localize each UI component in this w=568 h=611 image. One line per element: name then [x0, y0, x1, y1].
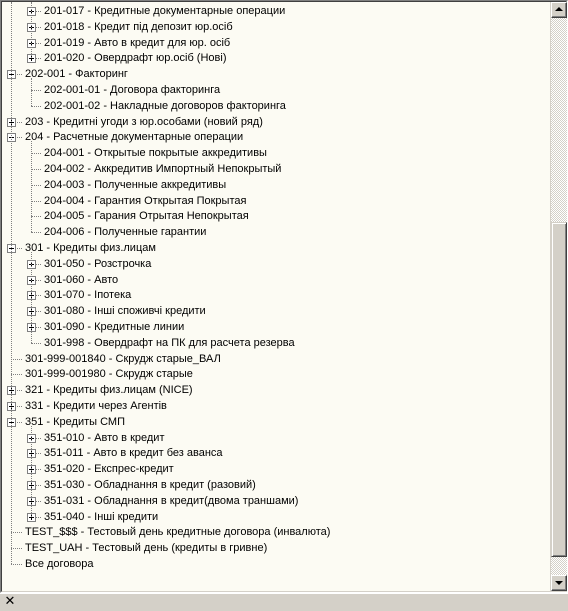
- tree-child-node[interactable]: [2, 193, 550, 209]
- tree-branch-line: [31, 2, 32, 58]
- tree-child-node[interactable]: [2, 161, 550, 177]
- tree-node-label: 204-006 - Полученные гарантии: [44, 226, 207, 239]
- tree-view[interactable]: [2, 2, 550, 591]
- tree-connector: [31, 185, 41, 186]
- tree-node-label: 204-001 - Открытые покрытые аккредитивы: [44, 147, 267, 160]
- scroll-thumb[interactable]: [551, 222, 567, 557]
- tree-child-node[interactable]: [2, 98, 550, 114]
- tree-node-label: 301-080 - Інші споживчі кредити: [44, 305, 206, 318]
- tree-child-node[interactable]: [2, 303, 550, 319]
- tree-node-label: 351-030 - Обладнання в кредит (разовий): [44, 479, 256, 491]
- tree-child-node[interactable]: [2, 461, 550, 477]
- tree-node[interactable]: [2, 366, 550, 382]
- tree-node-label: 301-070 - Іпотека: [44, 289, 132, 302]
- tree-node[interactable]: [2, 114, 550, 130]
- tree-spine: [11, 2, 12, 564]
- tree-connector: [11, 548, 22, 549]
- tree-node[interactable]: [2, 556, 550, 572]
- tree-child-node[interactable]: [2, 145, 550, 161]
- tree-connector: [31, 90, 41, 91]
- tree-child-node[interactable]: [2, 319, 550, 335]
- tree-connector: [11, 359, 22, 360]
- tree-panel-inner: [1, 1, 567, 592]
- tree-node-label: 301-999-001980 - Скрудж старые: [25, 368, 193, 381]
- tree-child-node[interactable]: [2, 509, 550, 525]
- tree-connector: [31, 106, 41, 107]
- tree-child-node[interactable]: [2, 19, 550, 35]
- tree-branch-line: [31, 78, 32, 106]
- tree-connector: [11, 532, 22, 533]
- tree-connector: [31, 216, 41, 217]
- tree-node-label: 351 - Кредиты СМП: [25, 415, 125, 428]
- tree-branch-line: [31, 426, 32, 517]
- tree-child-node[interactable]: [2, 82, 550, 98]
- tree-branch-line: [31, 141, 32, 232]
- tree-child-node[interactable]: [2, 3, 550, 19]
- tree-node-label: 201-017 - Кредитные документарные операции: [44, 5, 286, 17]
- tree-child-node[interactable]: [2, 256, 550, 272]
- tree-connector: [11, 374, 22, 375]
- tree-child-node[interactable]: [2, 272, 550, 288]
- tree-child-node[interactable]: [2, 445, 550, 461]
- tree-node-label: 204-005 - Гарания Отрытая Непокрытая: [44, 210, 249, 223]
- tree-connector: [31, 201, 41, 202]
- tree-node-label: 301-050 - Розстрочка: [44, 257, 152, 270]
- tree-node[interactable]: [2, 540, 550, 556]
- tree-child-node[interactable]: [2, 50, 550, 66]
- tree-node[interactable]: [2, 351, 550, 367]
- scroll-down-button[interactable]: [551, 575, 567, 591]
- tree-node-label: 202-001-01 - Договора факторинга: [44, 84, 221, 96]
- tree-child-node[interactable]: [2, 35, 550, 51]
- tree-child-node[interactable]: [2, 224, 550, 240]
- tree-node-label: TEST_UAH - Тестовый день (кредиты в гривне): [25, 542, 268, 555]
- tree-node-label: 301-998 - Овердрафт на ПК для расчета резерва: [44, 336, 295, 349]
- tree-node-label: 301-060 - Авто: [44, 273, 119, 286]
- tree-child-node[interactable]: [2, 477, 550, 493]
- tree-node-label: Все договора: [25, 558, 94, 570]
- tree-branch-line: [31, 252, 32, 343]
- tree-node-label: 204-004 - Гарантия Открытая Покрытая: [44, 194, 247, 207]
- tree-node-label: 351-020 - Експрес-кредит: [44, 463, 174, 476]
- tree-node-label: 301-090 - Кредитные линии: [44, 321, 185, 333]
- tree-node-label: 204 - Расчетные документарные операции: [25, 131, 244, 144]
- tree-connector: [31, 343, 41, 344]
- tree-node-label: 351-040 - Інші кредити: [44, 510, 159, 523]
- tree-node-label: 351-011 - Авто в кредит без аванса: [44, 447, 223, 460]
- arrow-down-icon: [555, 581, 563, 585]
- vertical-scrollbar[interactable]: [551, 2, 567, 591]
- tree-node-label: 201-018 - Кредит під депозит юр.осіб: [44, 20, 233, 33]
- tree-child-node[interactable]: [2, 177, 550, 193]
- tree-node-label: 204-003 - Полученные аккредитивы: [44, 178, 227, 191]
- tree-node[interactable]: [2, 382, 550, 398]
- tree-node-label: 351-010 - Авто в кредит: [44, 431, 165, 444]
- tree-connector: [31, 153, 41, 154]
- tree-node[interactable]: [2, 398, 550, 414]
- tree-node[interactable]: [2, 129, 550, 145]
- scroll-up-button[interactable]: [551, 2, 567, 18]
- tree-child-node[interactable]: [2, 208, 550, 224]
- tree-connector: [31, 169, 41, 170]
- tree-node-label: 321 - Кредиты физ.лицам (NICE): [25, 384, 193, 397]
- tree-node-label: TEST_$$$ - Тестовый день кредитные договора (инвалюта): [25, 526, 331, 539]
- tree-node[interactable]: [2, 240, 550, 256]
- arrow-up-icon: [555, 7, 563, 11]
- tree-node[interactable]: [2, 414, 550, 430]
- tree-connector: [31, 232, 41, 233]
- tree-node-label: 301 - Кредиты физ.лицам: [25, 242, 156, 254]
- tree-node-label: 201-020 - Овердрафт юр.осіб (Нові): [44, 52, 227, 65]
- tree-child-node[interactable]: [2, 335, 550, 351]
- tree-node-label: 204-002 - Аккредитив Импортный Непокрытый: [44, 163, 282, 175]
- tree-node-label: 351-031 - Обладнання в кредит(двома траншами): [44, 494, 299, 507]
- tree-child-node[interactable]: [2, 430, 550, 446]
- tree-child-node[interactable]: [2, 287, 550, 303]
- tree-node[interactable]: [2, 524, 550, 540]
- tree-child-node[interactable]: [2, 493, 550, 509]
- tree-node-label: 301-999-001840 - Скрудж старые_ВАЛ: [25, 352, 221, 365]
- tree-node-label: 331 - Кредити через Агентів: [25, 400, 167, 412]
- bottom-toolbar: [0, 593, 568, 611]
- tree-node-label: 202-001-02 - Накладные договоров факторинга: [44, 99, 286, 112]
- tree-node-label: 201-019 - Авто в кредит для юр. осіб: [44, 36, 231, 49]
- tree-connector: [11, 564, 22, 565]
- tree-node[interactable]: [2, 66, 550, 82]
- tree-node-label: 202-001 - Факторинг: [25, 68, 128, 81]
- tree-node-label: 203 - Кредитні угоди з юр.особами (новий ряд): [25, 115, 263, 128]
- close-icon[interactable]: ✕: [4, 594, 16, 609]
